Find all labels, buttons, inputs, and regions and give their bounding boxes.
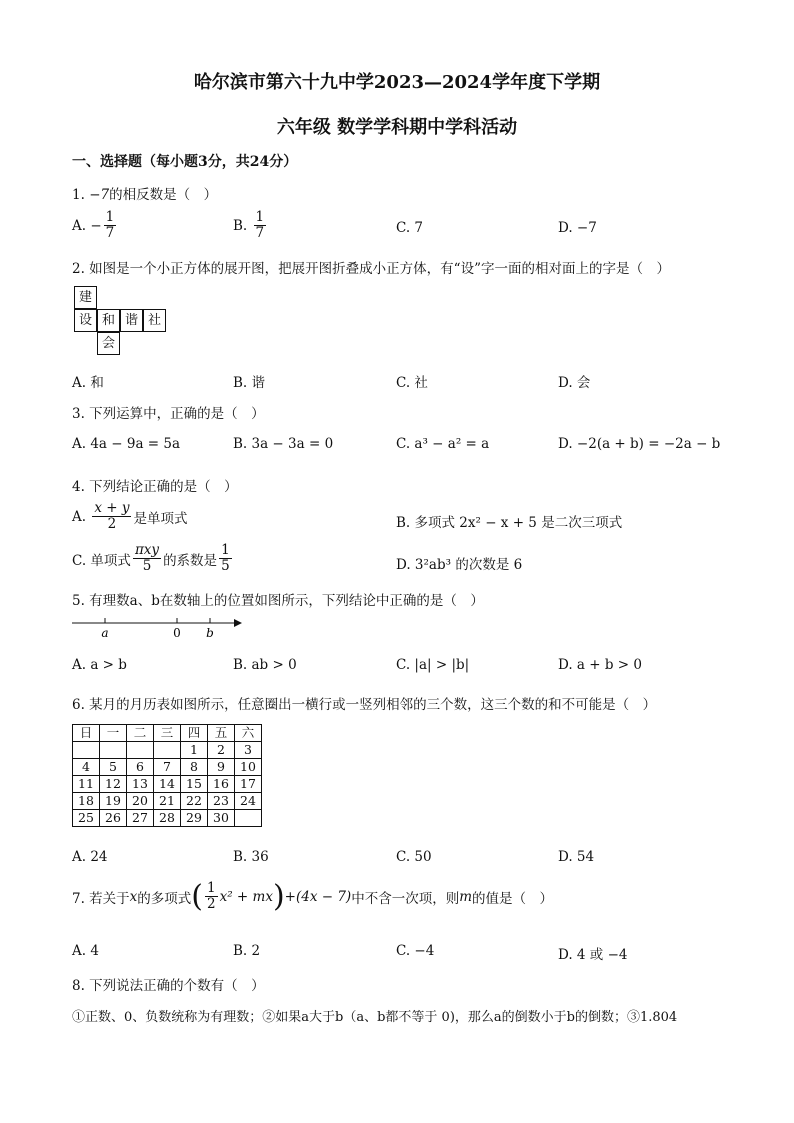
calendar-cell: 22 bbox=[181, 793, 208, 810]
q8-statements: ①正数、0、负数统称为有理数；②如果a大于b（a、b都不等于 0)，那么a的倒数小于b的倒数；③1.804 bbox=[72, 1010, 678, 1025]
q2-option-b: B. 谐 bbox=[233, 375, 266, 391]
q1-option-c: C. 7 bbox=[396, 220, 424, 236]
calendar-cell-circled: 12 bbox=[100, 776, 127, 793]
q3-option-c: C. a³ − a² = a bbox=[396, 436, 490, 452]
label-b: b bbox=[206, 626, 214, 640]
calendar-cell: 4 bbox=[73, 759, 100, 776]
calendar-cell: 四 bbox=[181, 725, 208, 742]
calendar-cell: 25 bbox=[73, 810, 100, 827]
calendar-cell: 13 bbox=[127, 776, 154, 793]
calendar-cell: 29 bbox=[181, 810, 208, 827]
q1-option-b: B. $\frac{1}{7}$ bbox=[233, 209, 265, 241]
calendar-cell: 23 bbox=[208, 793, 235, 810]
calendar-cell: 14 bbox=[154, 776, 181, 793]
calendar-cell: 1 bbox=[181, 742, 208, 759]
right-paren: ) bbox=[272, 878, 285, 914]
calendar-cell: 6 bbox=[127, 759, 154, 776]
calendar-table bbox=[72, 724, 262, 827]
q5-option-a: A. a > b bbox=[72, 657, 127, 673]
net-cell: 建 bbox=[74, 286, 97, 309]
calendar-cell: 18 bbox=[73, 793, 100, 810]
question-3: 3. 下列运算中，正确的是（ ） bbox=[72, 406, 265, 422]
section-heading: 一、选择题（每小题3分，共24分） bbox=[72, 154, 298, 170]
q7-option-c: C. −4 bbox=[396, 943, 435, 959]
q4-option-c: C. 单项式 $\frac{\text{πxy}}{5}$ 的系数是 $\frac{1}{5}$ bbox=[72, 542, 230, 574]
number-line bbox=[70, 612, 245, 642]
q5-option-c: C. |a| > |b| bbox=[396, 657, 470, 673]
q7-option-d: D. 4 或 −4 bbox=[558, 947, 628, 963]
q2-option-d: D. 会 bbox=[558, 375, 591, 391]
calendar-row bbox=[73, 810, 262, 827]
number-line-arrow bbox=[234, 619, 242, 627]
net-cell: 社 bbox=[143, 309, 166, 332]
calendar-cell: 8 bbox=[181, 759, 208, 776]
calendar-cell: 五 bbox=[208, 725, 235, 742]
question-1: 1. −7的相反数是（ ） bbox=[72, 187, 218, 203]
q1-option-d: D. −7 bbox=[558, 220, 597, 236]
q4-option-b: B. 多项式 2x² − x + 5 是二次三项式 bbox=[396, 515, 623, 531]
left-paren: ( bbox=[191, 878, 204, 914]
question-5: 5. 有理数a、b在数轴上的位置如图所示，下列结论中正确的是（ ） bbox=[72, 593, 484, 609]
calendar-cell bbox=[73, 742, 100, 759]
q7-option-a: A. 4 bbox=[72, 943, 99, 959]
calendar-cell: 一 bbox=[100, 725, 127, 742]
calendar-header-row bbox=[73, 725, 262, 742]
calendar-cell: 20 bbox=[127, 793, 154, 810]
net-cell: 会 bbox=[97, 332, 120, 355]
net-cell: 和 bbox=[97, 309, 120, 332]
calendar-cell: 17 bbox=[235, 776, 262, 793]
calendar-cell: 5 bbox=[100, 759, 127, 776]
q5-option-d: D. a + b > 0 bbox=[558, 657, 642, 673]
label-0: 0 bbox=[173, 626, 181, 640]
label-a: a bbox=[101, 626, 109, 640]
calendar-cell: 27 bbox=[127, 810, 154, 827]
calendar-cell: 9 bbox=[208, 759, 235, 776]
q7-option-b: B. 2 bbox=[233, 943, 261, 959]
calendar-cell: 10 bbox=[235, 759, 262, 776]
q2-option-a: A. 和 bbox=[72, 375, 104, 391]
q3-option-a: A. 4a − 9a = 5a bbox=[72, 436, 181, 452]
calendar-cell: 六 bbox=[235, 725, 262, 742]
calendar-cell-circled: 19 bbox=[100, 793, 127, 810]
calendar-cell: 3 bbox=[235, 742, 262, 759]
calendar-row bbox=[73, 776, 262, 793]
q1-option-a: A. − $\frac{1}{7}$ bbox=[72, 209, 115, 241]
calendar-cell: 三 bbox=[154, 725, 181, 742]
q3-option-b: B. 3a − 3a = 0 bbox=[233, 436, 334, 452]
calendar-cell: 11 bbox=[73, 776, 100, 793]
calendar-cell: 二 bbox=[127, 725, 154, 742]
net-cell: 谐 bbox=[120, 309, 143, 332]
calendar-cell-circled: 26 bbox=[100, 810, 127, 827]
calendar-cell: 24 bbox=[235, 793, 262, 810]
calendar-cell: 日 bbox=[73, 725, 100, 742]
net-cell: 设 bbox=[74, 309, 97, 332]
q6-option-c: C. 50 bbox=[396, 849, 432, 865]
calendar-cell: 21 bbox=[154, 793, 181, 810]
q4-option-a: A. $\frac{x + y}{2}$ 是单项式 bbox=[72, 500, 188, 532]
q2-option-c: C. 社 bbox=[396, 375, 428, 391]
calendar-cell bbox=[127, 742, 154, 759]
q5-option-b: B. ab > 0 bbox=[233, 657, 297, 673]
calendar-cell bbox=[154, 742, 181, 759]
calendar-cell: 15 bbox=[181, 776, 208, 793]
question-7: 7. 若关于 x 的多项式 ( $\frac{1}{2}$ x² + mx ) +(4x − 7) 中不含一次项，则 m 的值是（ ） bbox=[72, 878, 554, 914]
calendar-cell: 16 bbox=[208, 776, 235, 793]
calendar-cell bbox=[100, 742, 127, 759]
calendar-row bbox=[73, 759, 262, 776]
exam-title: 哈尔滨市第六十九中学2023—2024学年度下学期 bbox=[193, 72, 601, 93]
q3-option-d: D. −2(a + b) = −2a − b bbox=[558, 436, 721, 452]
calendar-cell: 2 bbox=[208, 742, 235, 759]
question-4: 4. 下列结论正确的是（ ） bbox=[72, 479, 238, 495]
exam-subtitle: 六年级 数学学科期中学科活动 bbox=[276, 117, 518, 138]
question-8: 8. 下列说法正确的个数有（ ） bbox=[72, 978, 265, 994]
q4-option-d: D. 3²ab³ 的次数是 6 bbox=[396, 557, 523, 573]
calendar-cell: 28 bbox=[154, 810, 181, 827]
question-2: 2. 如图是一个小正方体的展开图，把展开图折叠成小正方体，有“设”字一面的相对面上的字是（ ） bbox=[72, 261, 670, 277]
q6-option-a: A. 24 bbox=[72, 849, 108, 865]
calendar-cell bbox=[235, 810, 262, 827]
question-6: 6. 某月的月历表如图所示，任意圈出一横行或一竖列相邻的三个数，这三个数的和不可能是（ ） bbox=[72, 697, 657, 713]
calendar-cell: 30 bbox=[208, 810, 235, 827]
cube-net bbox=[74, 286, 174, 356]
q6-option-d: D. 54 bbox=[558, 849, 595, 865]
calendar-cell: 7 bbox=[154, 759, 181, 776]
calendar-row bbox=[73, 742, 262, 759]
q6-option-b: B. 36 bbox=[233, 849, 269, 865]
calendar-row bbox=[73, 793, 262, 810]
